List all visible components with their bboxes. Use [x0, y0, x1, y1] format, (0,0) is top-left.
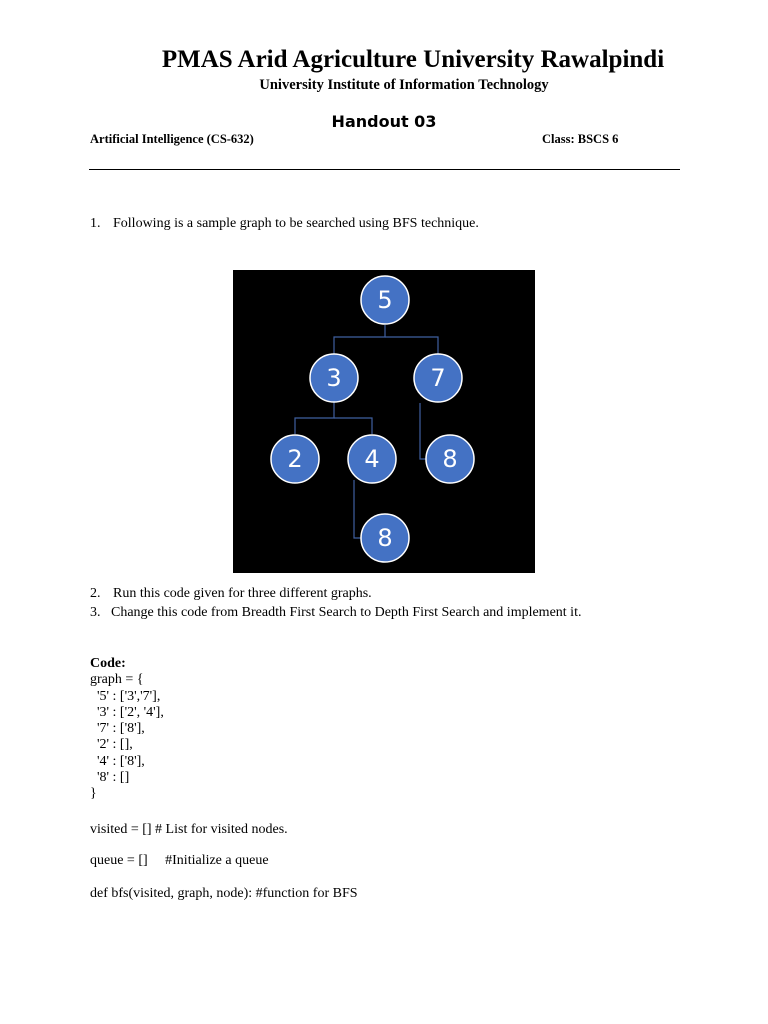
edge-3-2: [295, 402, 334, 434]
code-queue-line: queue = [] #Initialize a queue: [90, 853, 269, 868]
node-label: 3: [326, 364, 342, 392]
node-label: 2: [287, 445, 303, 473]
code-def-line: def bfs(visited, graph, node): #function for BFS: [90, 886, 358, 901]
node-label: 8: [442, 445, 458, 473]
question-text: Following is a sample graph to be searched using BFS technique.: [113, 216, 479, 231]
bfs-graph-figure: [233, 270, 535, 573]
graph-node-3: [310, 354, 358, 402]
node-label: 8: [377, 524, 393, 552]
question-3: [90, 605, 581, 621]
question-1: [90, 216, 479, 232]
code-line: '5' : ['3','7'],: [90, 688, 161, 704]
question-number: 1.: [90, 216, 101, 231]
edge-5-3: [334, 325, 385, 354]
edge-5-7: [385, 337, 438, 354]
edge-3-4: [334, 418, 372, 434]
class-label: Class: BSCS 6: [542, 132, 619, 146]
code-line: graph = {: [90, 672, 144, 688]
code-line: '3' : ['2', '4'],: [90, 704, 164, 720]
code-block: [90, 656, 164, 803]
graph-node-8: [426, 435, 474, 483]
code-line: '8' : []: [90, 770, 130, 786]
graph-node-4: [348, 435, 396, 483]
question-2: [90, 586, 372, 602]
university-title: PMAS Arid Agriculture University Rawalpindi: [161, 46, 665, 73]
graph-edges: [295, 325, 438, 538]
question-number: 3.: [90, 605, 101, 620]
edge-7-8: [420, 403, 426, 459]
graph-node-2: [271, 435, 319, 483]
graph-node-5: [361, 276, 409, 324]
node-label: 7: [430, 364, 446, 392]
node-label: 4: [364, 445, 380, 473]
course-name: Artificial Intelligence (CS-632): [90, 132, 254, 146]
code-line: }: [90, 786, 97, 802]
question-text: Change this code from Breadth First Search to Depth First Search and implement it.: [111, 605, 582, 620]
graph-node-7: [414, 354, 462, 402]
question-number: 2.: [90, 586, 101, 601]
code-heading: Code:: [90, 656, 126, 671]
institute-subtitle: University Institute of Information Technology: [259, 77, 549, 93]
graph-svg: [233, 270, 535, 573]
code-visited-line: visited = [] # List for visited nodes.: [90, 822, 288, 837]
edge-4-8: [354, 480, 361, 538]
node-label: 5: [377, 286, 393, 314]
header-divider: [89, 169, 680, 170]
graph-node-8: [361, 514, 409, 562]
code-line: '4' : ['8'],: [90, 753, 145, 769]
question-text: Run this code given for three different graphs.: [113, 586, 372, 601]
code-line: '7' : ['8'],: [90, 721, 145, 737]
code-line: '2' : [],: [90, 737, 133, 753]
handout-title: Handout 03: [331, 112, 437, 131]
